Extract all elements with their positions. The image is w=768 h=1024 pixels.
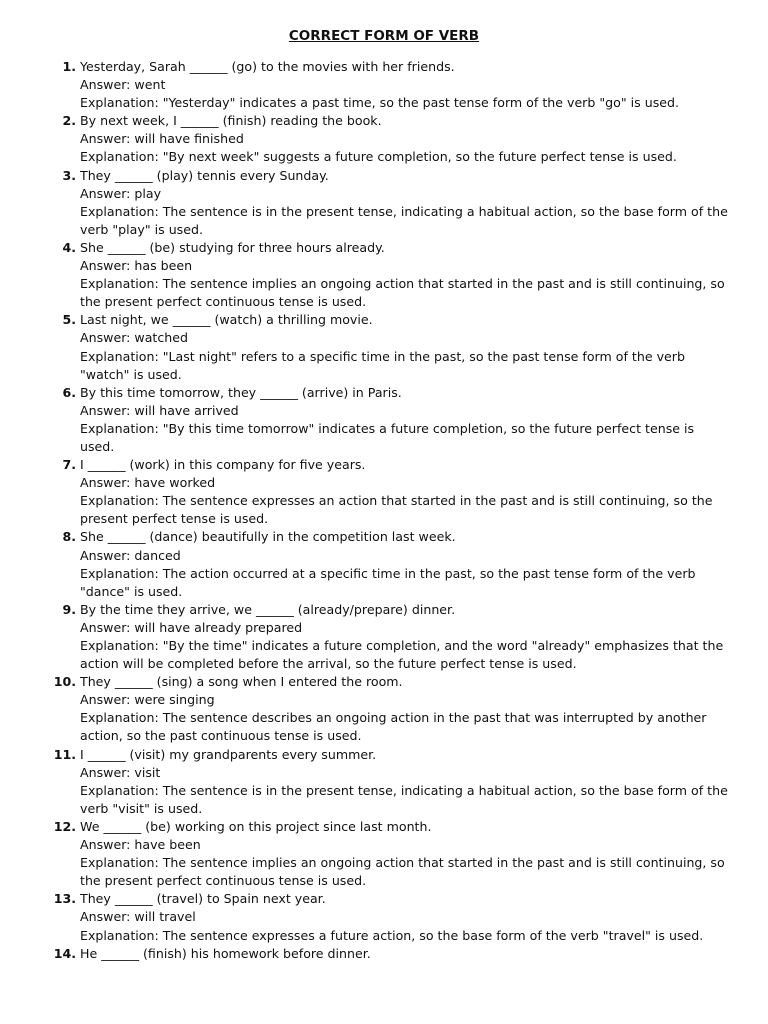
question-number: 13. bbox=[53, 891, 76, 907]
question-body bbox=[80, 58, 730, 112]
explanation-text: Explanation: The sentence expresses an action that started in the past and is still continuing, so the present perfect tense is used. bbox=[80, 493, 713, 527]
question-list bbox=[0, 58, 768, 963]
question-item bbox=[0, 673, 768, 745]
answer-text: Answer: have been bbox=[80, 837, 201, 853]
question-text: I ______ (work) in this company for five years. bbox=[80, 457, 366, 473]
answer-text: Answer: will have already prepared bbox=[80, 619, 303, 635]
explanation-text: Explanation: The sentence implies an ongoing action that started in the past and is still continuing, so the present perfect continuous tense is used. bbox=[80, 855, 725, 889]
explanation-text: Explanation: "By this time tomorrow" indicates a future completion, so the future perfect tense is used. bbox=[80, 420, 695, 454]
question-item bbox=[0, 746, 768, 818]
answer-text: Answer: will have finished bbox=[80, 131, 244, 147]
explanation-text: Explanation: The sentence implies an ongoing action that started in the past and is still continuing, so the present perfect continuous tense is used. bbox=[80, 276, 725, 310]
page-title: CORRECT FORM OF VERB bbox=[288, 28, 480, 44]
question-text: By this time tomorrow, they ______ (arrive) in Paris. bbox=[80, 384, 402, 400]
explanation-text: Explanation: "Last night" refers to a specific time in the past, so the past tense form of the verb "watch" is used. bbox=[80, 348, 685, 382]
question-body bbox=[80, 167, 730, 239]
question-number: 11. bbox=[53, 746, 76, 762]
question-body bbox=[80, 746, 730, 818]
question-text: By next week, I ______ (finish) reading the book. bbox=[80, 113, 382, 129]
question-item bbox=[0, 456, 768, 528]
question-text: They ______ (sing) a song when I entered the room. bbox=[80, 674, 403, 690]
question-text: He ______ (finish) his homework before dinner. bbox=[80, 945, 371, 961]
question-item bbox=[0, 239, 768, 311]
answer-text: Answer: danced bbox=[80, 547, 181, 563]
question-number: 2. bbox=[62, 113, 76, 129]
question-item bbox=[0, 384, 768, 456]
question-body bbox=[80, 112, 730, 166]
answer-text: Answer: will have arrived bbox=[80, 402, 239, 418]
question-text: Last night, we ______ (watch) a thrilling movie. bbox=[80, 312, 373, 328]
question-text: They ______ (travel) to Spain next year. bbox=[80, 891, 326, 907]
question-number: 7. bbox=[62, 457, 76, 473]
question-item bbox=[0, 167, 768, 239]
question-body bbox=[80, 945, 730, 963]
question-number: 8. bbox=[62, 529, 76, 545]
explanation-text: Explanation: The sentence is in the present tense, indicating a habitual action, so the base form of the verb "visit" is used. bbox=[80, 782, 728, 816]
question-text: We ______ (be) working on this project since last month. bbox=[80, 818, 432, 834]
question-text: She ______ (be) studying for three hours already. bbox=[80, 239, 385, 255]
question-item bbox=[0, 601, 768, 673]
explanation-text: Explanation: The sentence expresses a future action, so the base form of the verb "travel" is used. bbox=[80, 927, 704, 943]
answer-text: Answer: watched bbox=[80, 330, 189, 346]
question-number: 12. bbox=[53, 818, 76, 834]
answer-text: Answer: went bbox=[80, 77, 166, 93]
question-body bbox=[80, 456, 730, 528]
question-text: By the time they arrive, we ______ (already/prepare) dinner. bbox=[80, 601, 456, 617]
answer-text: Answer: visit bbox=[80, 764, 161, 780]
question-text: They ______ (play) tennis every Sunday. bbox=[80, 167, 329, 183]
explanation-text: Explanation: "By the time" indicates a future completion, and the word "already" emphasizes that the action will be completed before the arrival, so the future perfect tense is used. bbox=[80, 638, 724, 672]
question-body bbox=[80, 601, 730, 673]
question-item bbox=[0, 528, 768, 600]
question-number: 5. bbox=[62, 312, 76, 328]
explanation-text: Explanation: "By next week" suggests a future completion, so the future perfect tense is used. bbox=[80, 149, 677, 165]
question-number: 6. bbox=[62, 384, 76, 400]
question-text: Yesterday, Sarah ______ (go) to the movies with her friends. bbox=[80, 59, 455, 74]
question-text: I ______ (visit) my grandparents every summer. bbox=[80, 746, 377, 762]
answer-text: Answer: has been bbox=[80, 258, 193, 274]
question-body bbox=[80, 384, 730, 456]
explanation-text: Explanation: The action occurred at a specific time in the past, so the past tense form of the verb "dance" is used. bbox=[80, 565, 696, 599]
question-item bbox=[0, 58, 768, 112]
answer-text: Answer: have worked bbox=[80, 475, 216, 491]
question-item bbox=[0, 112, 768, 166]
question-number: 14. bbox=[53, 945, 76, 961]
question-number: 10. bbox=[53, 674, 76, 690]
question-item bbox=[0, 818, 768, 890]
question-number: 3. bbox=[62, 167, 76, 183]
question-item bbox=[0, 890, 768, 944]
question-item bbox=[0, 945, 768, 963]
explanation-text: Explanation: The sentence is in the present tense, indicating a habitual action, so the base form of the verb "play" is used. bbox=[80, 203, 728, 237]
question-number: 1. bbox=[62, 59, 76, 74]
question-body bbox=[80, 673, 730, 745]
answer-text: Answer: were singing bbox=[80, 692, 215, 708]
answer-text: Answer: play bbox=[80, 185, 162, 201]
question-body bbox=[80, 239, 730, 311]
answer-text: Answer: will travel bbox=[80, 909, 196, 925]
question-body bbox=[80, 890, 730, 944]
question-body bbox=[80, 528, 730, 600]
question-text: She ______ (dance) beautifully in the competition last week. bbox=[80, 529, 456, 545]
question-item bbox=[0, 311, 768, 383]
question-number: 9. bbox=[62, 601, 76, 617]
question-number: 4. bbox=[62, 239, 76, 255]
explanation-text: Explanation: "Yesterday" indicates a past time, so the past tense form of the verb "go" is used. bbox=[80, 95, 680, 111]
question-body bbox=[80, 818, 730, 890]
explanation-text: Explanation: The sentence describes an ongoing action in the past that was interrupted by another action, so the past continuous tense is used. bbox=[80, 710, 707, 744]
question-body bbox=[80, 311, 730, 383]
